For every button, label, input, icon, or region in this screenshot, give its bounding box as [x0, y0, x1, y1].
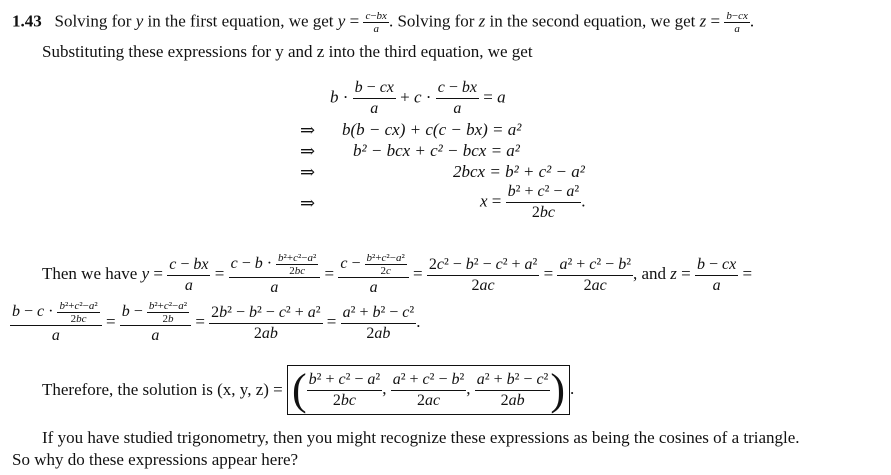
z-continuation-line: b − c · $\frac{\text{b²+c²−a²}}{2bc}$ a = b − $\frac{\text{b²+c²−a²}}{2b}$ a = $\frac{\text{2b² − b² − c² + a²}}{2ab}$ = $\frac{\text{a² + b² − c²}}{2ab}$ . [12, 300, 421, 344]
intro-d: in the second equation, we get [489, 11, 696, 31]
derivation-step-3: b² − bcx + c² − bcx = a² [353, 141, 520, 160]
closing-line-2: So why do these expressions appear here? [12, 450, 299, 469]
derivation-step-5: x = $\frac{\text{b² + c² − a²}}{2bc}$ . [480, 183, 586, 221]
derivation-step-4: 2bcx = b² + c² − a² [453, 162, 585, 181]
y-fraction: $\frac{c-bx}{a}$ [365, 10, 387, 35]
implies-arrow-4: ⇒ [300, 193, 316, 213]
therefore-lead: Therefore, the solution is (x, y, z) = [42, 380, 283, 399]
problem-statement-line-2: Substituting these expressions for y and z into the third equation, we get [42, 42, 533, 61]
derivation-step-1: b · $\frac{b - cx}{a}$ + c · $\frac{c - bx}{a}$ = a [330, 79, 506, 117]
then-lead: Then we have [42, 263, 138, 283]
and-z: , and [633, 263, 667, 283]
trailing-equals: = [742, 263, 753, 283]
implies-arrow-2: ⇒ [300, 141, 316, 161]
therefore-line: Therefore, the solution is (x, y, z) = ( $\frac{\text{b² + c² − a²}}{2bc}$ , $\frac{\text{a² + c² − b²}}{2ac}$ , $\frac{\text{a² + b² − c²}}{2ab}$ ) . [42, 365, 575, 414]
intro-c: . Solving for [388, 11, 475, 31]
derivation-step-2: b(b − cx) + c(c − bx) = a² [342, 120, 522, 139]
implies-arrow-3: ⇒ [300, 162, 316, 182]
z-fraction: $\frac{b-cx}{a}$ [726, 10, 748, 35]
intro-b: in the first equation, we get [147, 11, 334, 31]
problem-number: 1.43 [12, 11, 42, 31]
problem-statement-line-1: 1.43 Solving for y in the first equation, we get y = $\frac{c-bx}{a}$ . Solving for z in the second equation, we get z = $\frac{b-cx}{a}$ . [12, 10, 755, 35]
intro-a: Solving for [54, 11, 132, 31]
then-line: Then we have y = $\frac{c - bx}{a}$ = c − b · $\frac{\text{b²+c²−a²}}{2bc}$ a = c − $\frac{\text{b²+c²−a²}}{2c}$ a = $\frac{\text{2c² − b² − c² + a²}}{2ac}$ = $\frac{\text{a² + c² − b²}}{2ac}$ , and z = $\frac{b - cx}{a}$ = [42, 252, 753, 296]
implies-arrow-1: ⇒ [300, 120, 316, 140]
solution-box: ( $\frac{\text{b² + c² − a²}}{2bc}$ , $\frac{\text{a² + c² − b²}}{2ac}$ , $\frac{\text{a² + b² − c²}}{2ab}$ ) [287, 365, 570, 415]
closing-line-1: If you have studied trigonometry, then you might recognize these expressions as being the cosines of a triangle. [42, 428, 800, 447]
